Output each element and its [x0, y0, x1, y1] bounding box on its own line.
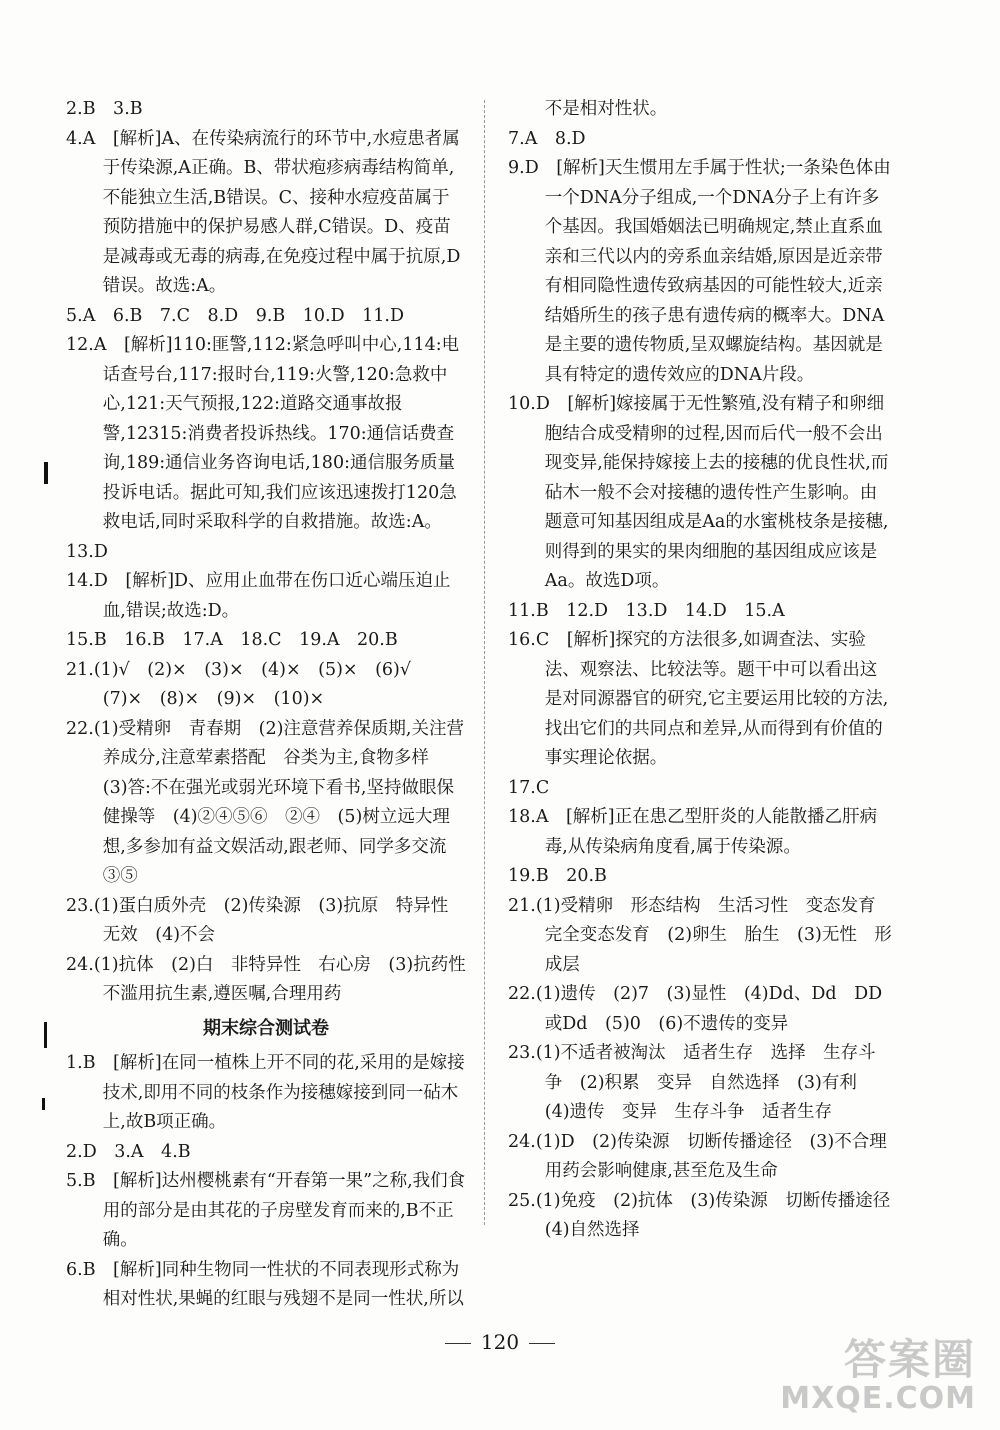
scan-mark-2 [44, 1022, 47, 1048]
right-paragraph: 23.(1)不适者被淘汰 适者生存 选择 生存斗争 (2)积累 变异 自然选择 (3)有利 (4)遗传 变异 生存斗争 适者生存 [508, 1043, 876, 1122]
section-title: 期末综合测试卷 [203, 1017, 329, 1039]
right-paragraph: 19.B 20.B [508, 866, 607, 886]
left-column [66, 95, 484, 1315]
footer-dash-right [529, 1343, 555, 1344]
page-number: 120 [480, 1330, 520, 1354]
right-paragraph: 24.(1)D (2)传染源 切断传播途径 (3)不合理用药会影响健康,甚至危及生命 [508, 1131, 887, 1181]
watermark-line2: MXQE.COM [780, 1381, 976, 1416]
right-paragraph: 7.A 8.D [508, 128, 586, 149]
left-paragraph: 1.B [解析]在同一植株上开不同的花,采用的是嫁接技术,即用不同的枝条作为接穗嫁接到同一砧木上,故B项正确。 [66, 1053, 465, 1132]
left-paragraph: 5.B [解析]达州樱桃素有“开春第一果”之称,我们食用的部分是由其花的子房壁发育而来的,B不正确。 [66, 1171, 466, 1250]
left-paragraph: 13.D [66, 541, 108, 562]
left-paragraph: 12.A [解析]110:匪警,112:紧急呼叫中心,114:电话查号台,117:报时台,119:火警,120:急救中心,121:天气预报,122:道路交通事故报警,12315:消费者投诉热线。170:通信话费查询,189:通信业务咨询电话,180:通信服务质量投诉电话。据此可知,我们应该迅速拨打120急救电话,同时采取科学的自救措施。故选:A。 [66, 335, 460, 532]
right-paragraph: 16.C [解析]探究的方法很多,如调查法、实验法、观察法、比较法等。题干中可以看出这是对同源器官的研究,它主要运用比较的方法,找出它们的共同点和差异,从而得到有价值的事实理论依据。 [508, 630, 889, 768]
watermark-logo [780, 1327, 976, 1416]
left-paragraph: 2.D 3.A 4.B [66, 1141, 191, 1162]
left-paragraph: 22.(1)受精卵 青春期 (2)注意营养保质期,关注营养成分,注意荤素搭配 谷类为主,食物多样 (3)答:不在强光或弱光环境下看书,坚持做眼保健操等 (4)②④⑤⑥ ②④ (5)树立远大理想,多参加有益文娱活动,跟老师、同学多交流 ③⑤ [66, 718, 464, 886]
right-paragraph: 9.D [解析]天生惯用左手属于性状;一条染色体由一个DNA分子组成,一个DNA分子上有许多个基因。我国婚姻法已明确规定,禁止直系血亲和三代以内的旁系血亲结婚,原因是近亲带有相同隐性遗传致病基因的可能性较大,近亲结婚所生的孩子患有遗传病的概率大。DNA是主要的遗传物质,呈双螺旋结构。基因就是具有特定的遗传效应的DNA片段。 [508, 158, 891, 385]
right-paragraph: 10.D [解析]嫁接属于无性繁殖,没有精子和卵细胞结合成受精卵的过程,因而后代一般不会出现变异,能保持嫁接上去的接穗的优良性状,而砧木一般不会对接穗的遗传性产生影响。由题意可知基因组成是Aa的水蜜桃枝条是接穗,则得到的果实的果肉细胞的基因组成应该是Aa。故选D项。 [508, 394, 889, 591]
left-paragraph: 4.A [解析]A、在传染病流行的环节中,水痘患者属于传染源,A正确。B、带状疱疹病毒结构简单,不能独立生活,B错误。C、接种水痘疫苗属于预防措施中的保护易感人群,C错误。D、疫苗是减毒或无毒的病毒,在免疫过程中属于抗原,D错误。故选:A。 [66, 128, 461, 296]
left-paragraph: 15.B 16.B 17.A 18.C 19.A 20.B [66, 630, 398, 650]
right-paragraph: 18.A [解析]正在患乙型肝炎的人能散播乙肝病毒,从传染病角度看,属于传染源。 [508, 807, 878, 857]
scan-mark-1 [44, 462, 48, 484]
left-paragraph: (7)× (8)× (9)× (10)× [102, 689, 325, 709]
left-paragraph: 21.(1)√ (2)× (3)× (4)× (5)× (6)√ [66, 659, 412, 680]
footer-dash-left [445, 1343, 471, 1344]
left-paragraph: 2.B 3.B [66, 99, 143, 119]
column-divider [484, 100, 485, 1225]
right-paragraph: 17.C [508, 777, 550, 798]
left-paragraph: 14.D [解析]D、应用止血带在伤口近心端压迫止血,错误;故选:D。 [66, 571, 451, 621]
watermark-line1: 答案圈 [843, 1335, 976, 1384]
right-paragraph: 不是相对性状。 [544, 99, 668, 119]
right-column [508, 95, 908, 1246]
left-paragraph: 6.B [解析]同种生物同一性状的不同表现形式称为相对性状,果蝇的红眼与残翅不是同一性状,所以 [66, 1259, 464, 1309]
left-paragraph: 5.A 6.B 7.C 8.D 9.B 10.D 11.D [66, 305, 404, 326]
scan-mark-3 [42, 1098, 45, 1110]
right-paragraph: 22.(1)遗传 (2)7 (3)显性 (4)Dd、Dd DD或Dd (5)0 (6)不遗传的变异 [508, 984, 883, 1034]
right-paragraph: 21.(1)受精卵 形态结构 生活习性 变态发育 完全变态发育 (2)卵生 胎生 (3)无性 形成层 [508, 895, 894, 975]
left-paragraph: 24.(1)抗体 (2)白 非特异性 右心房 (3)抗药性 不滥用抗生素,遵医嘱,合理用药 [66, 954, 484, 1004]
left-paragraph: 23.(1)蛋白质外壳 (2)传染源 (3)抗原 特异性 无效 (4)不会 [66, 895, 466, 945]
right-paragraph: 11.B 12.D 13.D 14.D 15.A [508, 600, 785, 621]
right-paragraph: 25.(1)免疫 (2)抗体 (3)传染源 切断传播途径 (4)自然选择 [508, 1190, 908, 1240]
